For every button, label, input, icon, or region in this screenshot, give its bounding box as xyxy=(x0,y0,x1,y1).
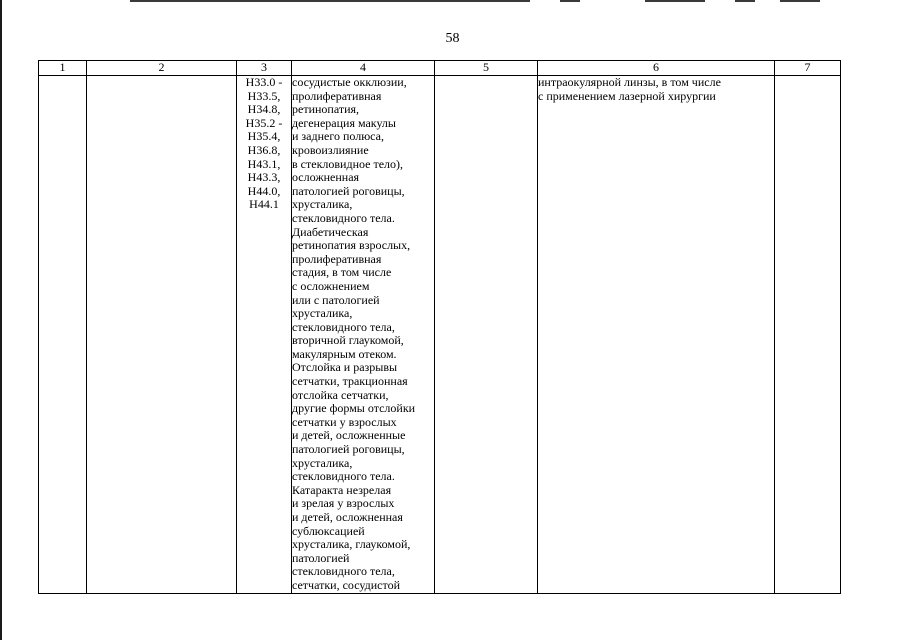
description-line: в стекловидное тело), xyxy=(292,156,404,171)
cell-col-1 xyxy=(39,76,87,594)
cell-diagnosis-codes xyxy=(237,76,292,594)
icd-code: H44.1 xyxy=(249,197,279,212)
description-line: стадия, в том числе xyxy=(292,265,392,280)
column-header-1: 1 xyxy=(39,61,87,76)
column-header-5: 5 xyxy=(435,61,538,76)
description-line: патологией роговицы, xyxy=(292,183,405,198)
column-header-6: 6 xyxy=(538,61,775,76)
description-line: сетчатки, сосудистой xyxy=(292,577,400,592)
description-line: и детей, осложненные xyxy=(292,428,406,443)
description-line: дегенерация макулы xyxy=(292,115,396,130)
description-line: патологией роговицы, xyxy=(292,442,405,457)
description-line: пролиферативная xyxy=(292,88,382,103)
page-frame-top-edge xyxy=(130,0,530,2)
icd-code: H35.2 - xyxy=(245,115,283,130)
description-line: ретинопатия, xyxy=(292,102,360,117)
page-frame-top-edge xyxy=(560,0,580,2)
description-line: стекловидного тела. xyxy=(292,469,395,484)
description-line: или с патологией xyxy=(292,292,380,307)
table-header-row xyxy=(39,61,841,76)
description-line: патологией xyxy=(292,550,350,565)
page-number: 58 xyxy=(445,31,460,46)
description-line: пролиферативная xyxy=(292,251,382,266)
icd-code: H43.1, xyxy=(247,156,281,171)
description-line: осложненная xyxy=(292,170,360,185)
table-row xyxy=(39,76,841,594)
description-line: макулярным отеком. xyxy=(292,346,397,361)
icd-code: H33.5, xyxy=(247,88,281,103)
page-frame-top-edge xyxy=(645,0,705,2)
description-line: с осложнением xyxy=(292,278,370,293)
description-line: Диабетическая xyxy=(292,224,369,239)
description-line: и зрелая у взрослых xyxy=(292,496,395,511)
description-line: отслойка сетчатки, xyxy=(292,387,389,402)
method-line: с применением лазерной хирургии xyxy=(538,88,716,103)
description-line: ретинопатия взрослых, xyxy=(292,238,411,253)
cell-col-2 xyxy=(87,76,237,594)
description-line: стекловидного тела, xyxy=(292,564,395,579)
cell-col-5 xyxy=(435,76,538,594)
page-frame-top-edge xyxy=(735,0,755,2)
icd-code: H36.8, xyxy=(247,142,281,157)
description-line: хрусталика, xyxy=(292,455,353,470)
description-line: сублюксацией xyxy=(292,523,365,538)
medical-services-table xyxy=(38,60,841,594)
description-line: Катаракта незрелая xyxy=(292,482,392,497)
cell-treatment-method xyxy=(538,76,775,594)
icd-code: H43.3, xyxy=(247,170,281,185)
description-line: хрусталика, глаукомой, xyxy=(292,537,411,552)
description-line: стекловидного тела. xyxy=(292,210,395,225)
column-header-2: 2 xyxy=(87,61,237,76)
description-line: вторичной глаукомой, xyxy=(292,333,404,348)
method-line: интраокулярной линзы, в том числе xyxy=(538,75,721,89)
description-line: хрусталика, xyxy=(292,306,353,321)
page-frame-top-edge xyxy=(780,0,820,2)
cell-col-7 xyxy=(775,76,841,594)
icd-code: H44.0, xyxy=(247,183,281,198)
description-line: хрусталика, xyxy=(292,197,353,212)
description-line: сосудистые окклюзии, xyxy=(292,75,407,89)
icd-code: H35.4, xyxy=(247,129,281,144)
icd-code: H34.8, xyxy=(247,102,281,117)
description-line: сетчатки у взрослых xyxy=(292,414,397,429)
description-line: сетчатки, тракционная xyxy=(292,374,408,389)
description-line: Отслойка и разрывы xyxy=(292,360,398,375)
page-frame-left-edge xyxy=(0,0,2,640)
description-line: и заднего полюса, xyxy=(292,129,384,144)
description-line: стекловидного тела, xyxy=(292,319,395,334)
description-line: другие формы отслойки xyxy=(292,401,416,416)
description-line: и детей, осложненная xyxy=(292,510,403,524)
column-header-3: 3 xyxy=(237,61,292,76)
icd-code: H33.0 - xyxy=(245,75,283,89)
description-line: кровоизлияние xyxy=(292,142,369,157)
column-header-4: 4 xyxy=(292,61,435,76)
cell-diagnosis-description xyxy=(292,76,435,594)
column-header-7: 7 xyxy=(775,61,841,76)
